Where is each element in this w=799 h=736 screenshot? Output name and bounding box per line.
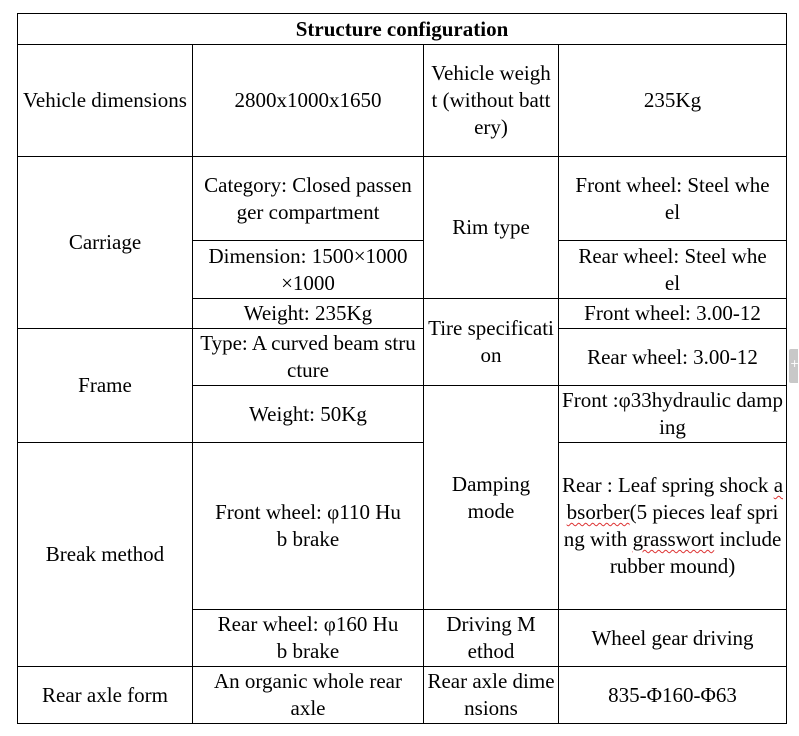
rear-axle-form-label: Rear axle form [18,667,193,724]
tire-specification-front: Front wheel: 3.00-12 [559,299,787,329]
vehicle-dimensions-value: 2800x1000x1650 [193,45,424,157]
carriage-dimension: Dimension: 1500×1000×1000 [193,241,424,299]
rim-type-rear: Rear wheel: Steel wheel [559,241,787,299]
table-title: Structure configuration [18,14,787,45]
rim-type-front: Front wheel: Steel wheel [559,157,787,241]
damping-mode-label: Damping mode [424,386,559,610]
rear-axle-form-value: An organic whole rear axle [193,667,424,724]
structure-configuration-table [17,13,787,724]
break-method-label: Break method [18,443,193,667]
frame-weight: Weight: 50Kg [193,386,424,443]
tire-specification-label: Tire specification [424,299,559,386]
damping-rear-text: (5 pieces leaf spring with [563,500,779,551]
damping-mode-rear [559,443,787,610]
spellcheck-word: absorber [566,473,784,524]
vehicle-weight-label: Vehicle weight (without battery) [424,45,559,157]
driving-method-value: Wheel gear driving [559,610,787,667]
carriage-weight: Weight: 235Kg [193,299,424,329]
frame-label: Frame [18,329,193,443]
rear-axle-dimensions-value: 835-Φ160-Φ63 [559,667,787,724]
frame-type: Type: A curved beam structure [193,329,424,386]
break-method-rear: Rear wheel: φ160 Hub brake [193,610,424,667]
vehicle-dimensions-label: Vehicle dimensions [18,45,193,157]
damping-mode-front: Front :φ33hydraulic damping [559,386,787,443]
damping-rear-text: Rear : Leaf spring shock [562,473,774,497]
carriage-category: Category: Closed passenger compartment [193,157,424,241]
vehicle-weight-value: 235Kg [559,45,787,157]
tire-specification-rear: Rear wheel: 3.00-12 [559,329,787,386]
driving-method-label: Driving Method [424,610,559,667]
plus-icon: + [790,357,799,370]
spellcheck-word: grasswort [632,527,715,551]
damping-rear-text: include rubber mound) [609,527,782,578]
side-expand-handle[interactable] [789,349,798,383]
rear-axle-dimensions-label: Rear axle dimensions [424,667,559,724]
break-method-front: Front wheel: φ110 Hub brake [193,443,424,610]
rim-type-label: Rim type [424,157,559,299]
carriage-label: Carriage [18,157,193,329]
